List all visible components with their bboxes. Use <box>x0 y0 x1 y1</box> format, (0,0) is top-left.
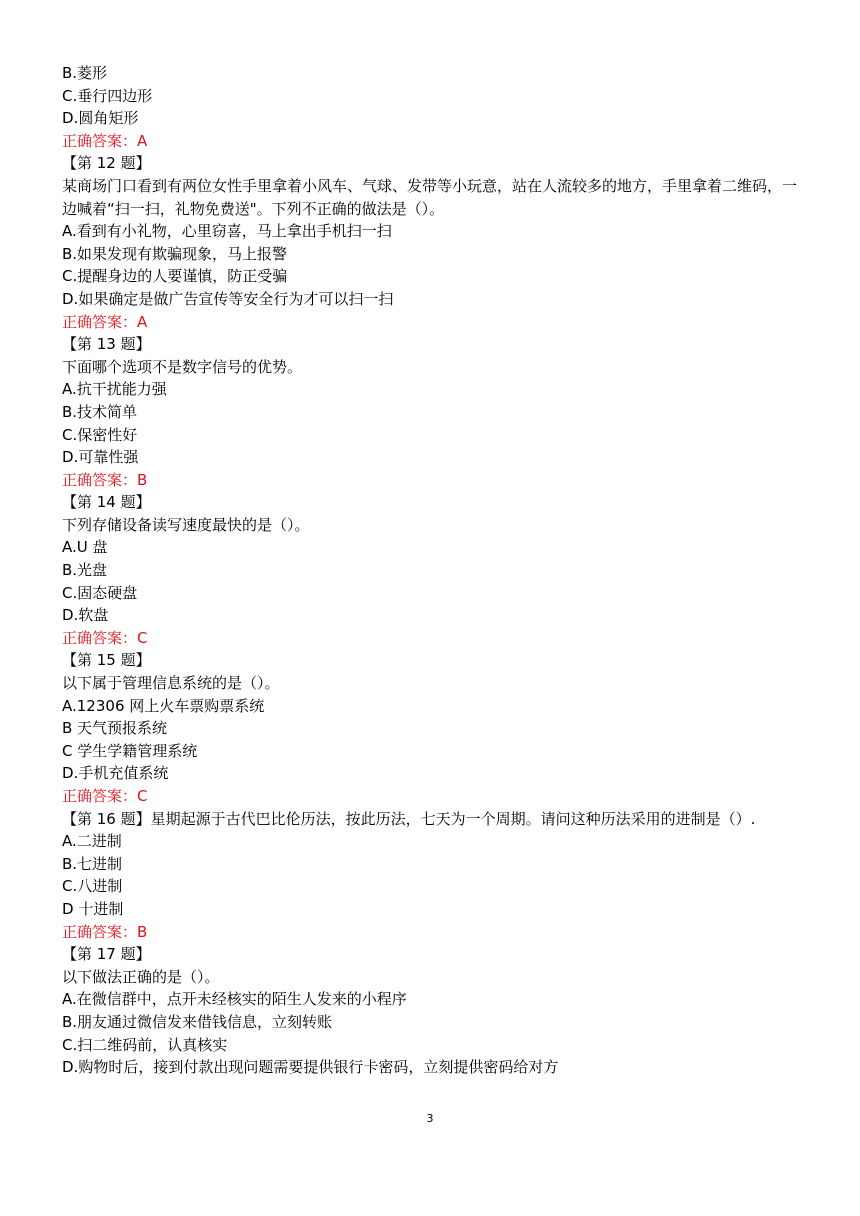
correct-answer: 正确答案：A <box>62 312 148 331</box>
option-d: D.手机充值系统 <box>62 764 169 783</box>
question-stem: 以下做法正确的是（）。 <box>62 967 220 986</box>
question-16 <box>62 808 806 944</box>
option-d: D.可靠性强 <box>62 448 139 467</box>
option-c: C 学生学籍管理系统 <box>62 741 198 760</box>
question-17 <box>62 943 806 1079</box>
option-a: A.U 盘 <box>62 538 108 557</box>
question-header: 【第 16 题】 <box>62 809 151 828</box>
option-b: B 天气预报系统 <box>62 719 168 738</box>
option-b: B.光盘 <box>62 561 108 580</box>
question-14 <box>62 491 806 649</box>
question-header-stem <box>62 808 806 831</box>
option-b: B.朋友通过微信发来借钱信息，立刻转账 <box>62 1012 333 1031</box>
option-a: A.看到有小礼物，心里窃喜，马上拿出手机扫一扫 <box>62 222 392 241</box>
question-stem: 下列存储设备读写速度最快的是（）。 <box>62 515 310 534</box>
option-a: A.抗干扰能力强 <box>62 380 167 399</box>
correct-answer: 正确答案：B <box>62 922 148 941</box>
question-stem: 以下属于管理信息系统的是（）。 <box>62 674 280 693</box>
option-a: A.12306 网上火车票购票系统 <box>62 696 265 715</box>
question-stem: 下面哪个选项不是数字信号的优势。 <box>62 357 303 376</box>
option-b: B.菱形 <box>62 64 108 82</box>
question-13 <box>62 333 806 491</box>
question-header: 【第 15 题】 <box>62 651 151 670</box>
option-c: C.垂行四边形 <box>62 86 153 105</box>
question-15 <box>62 649 806 807</box>
correct-answer: 正确答案：A <box>62 131 148 150</box>
correct-answer: 正确答案：B <box>62 470 148 489</box>
option-b: B.如果发现有欺骗现象，马上报警 <box>62 244 288 263</box>
option-c: C.扫二维码前，认真核实 <box>62 1035 228 1054</box>
question-header: 【第 14 题】 <box>62 493 151 512</box>
question-header: 【第 17 题】 <box>62 945 151 964</box>
option-d: D.如果确定是做广告宣传等安全行为才可以扫一扫 <box>62 289 394 308</box>
option-c: C.固态硬盘 <box>62 583 138 602</box>
question-12 <box>62 152 806 333</box>
question-stem: 某商场门口看到有两位女性手里拿着小风车、气球、发带等小玩意，站在人流较多的地方，手里拿着二维码，一边喊着“扫一扫，礼物免费送"。下列不正确的做法是（）。 <box>62 176 798 218</box>
question-header: 【第 12 题】 <box>62 154 151 173</box>
correct-answer: 正确答案：C <box>62 628 148 647</box>
option-d: D.圆角矩形 <box>62 109 139 128</box>
correct-answer: 正确答案：C <box>62 787 148 805</box>
question-stem: 星期起源于古代巴比伦历法，按此历法，七天为一个周期。请问这种历法采用的进制是（）. <box>150 809 756 828</box>
option-d: D 十进制 <box>62 899 124 918</box>
option-c: C.保密性好 <box>62 425 138 444</box>
option-c: C.提醒身边的人要谨慎，防正受骗 <box>62 267 288 286</box>
lead-options <box>62 62 806 152</box>
document-body <box>62 62 806 1079</box>
option-a: A.二进制 <box>62 832 122 851</box>
option-c: C.八进制 <box>62 877 123 896</box>
option-d: D.购物时后，接到付款出现问题需要提供银行卡密码，立刻提供密码给对方 <box>62 1058 559 1077</box>
option-a: A.在微信群中，点开未经核实的陌生人发来的小程序 <box>62 990 407 1009</box>
option-b: B.技术简单 <box>62 402 138 421</box>
page-number: 3 <box>426 1112 434 1125</box>
option-d: D.软盘 <box>62 606 109 625</box>
question-header: 【第 13 题】 <box>62 335 151 354</box>
option-b: B.七进制 <box>62 854 123 873</box>
